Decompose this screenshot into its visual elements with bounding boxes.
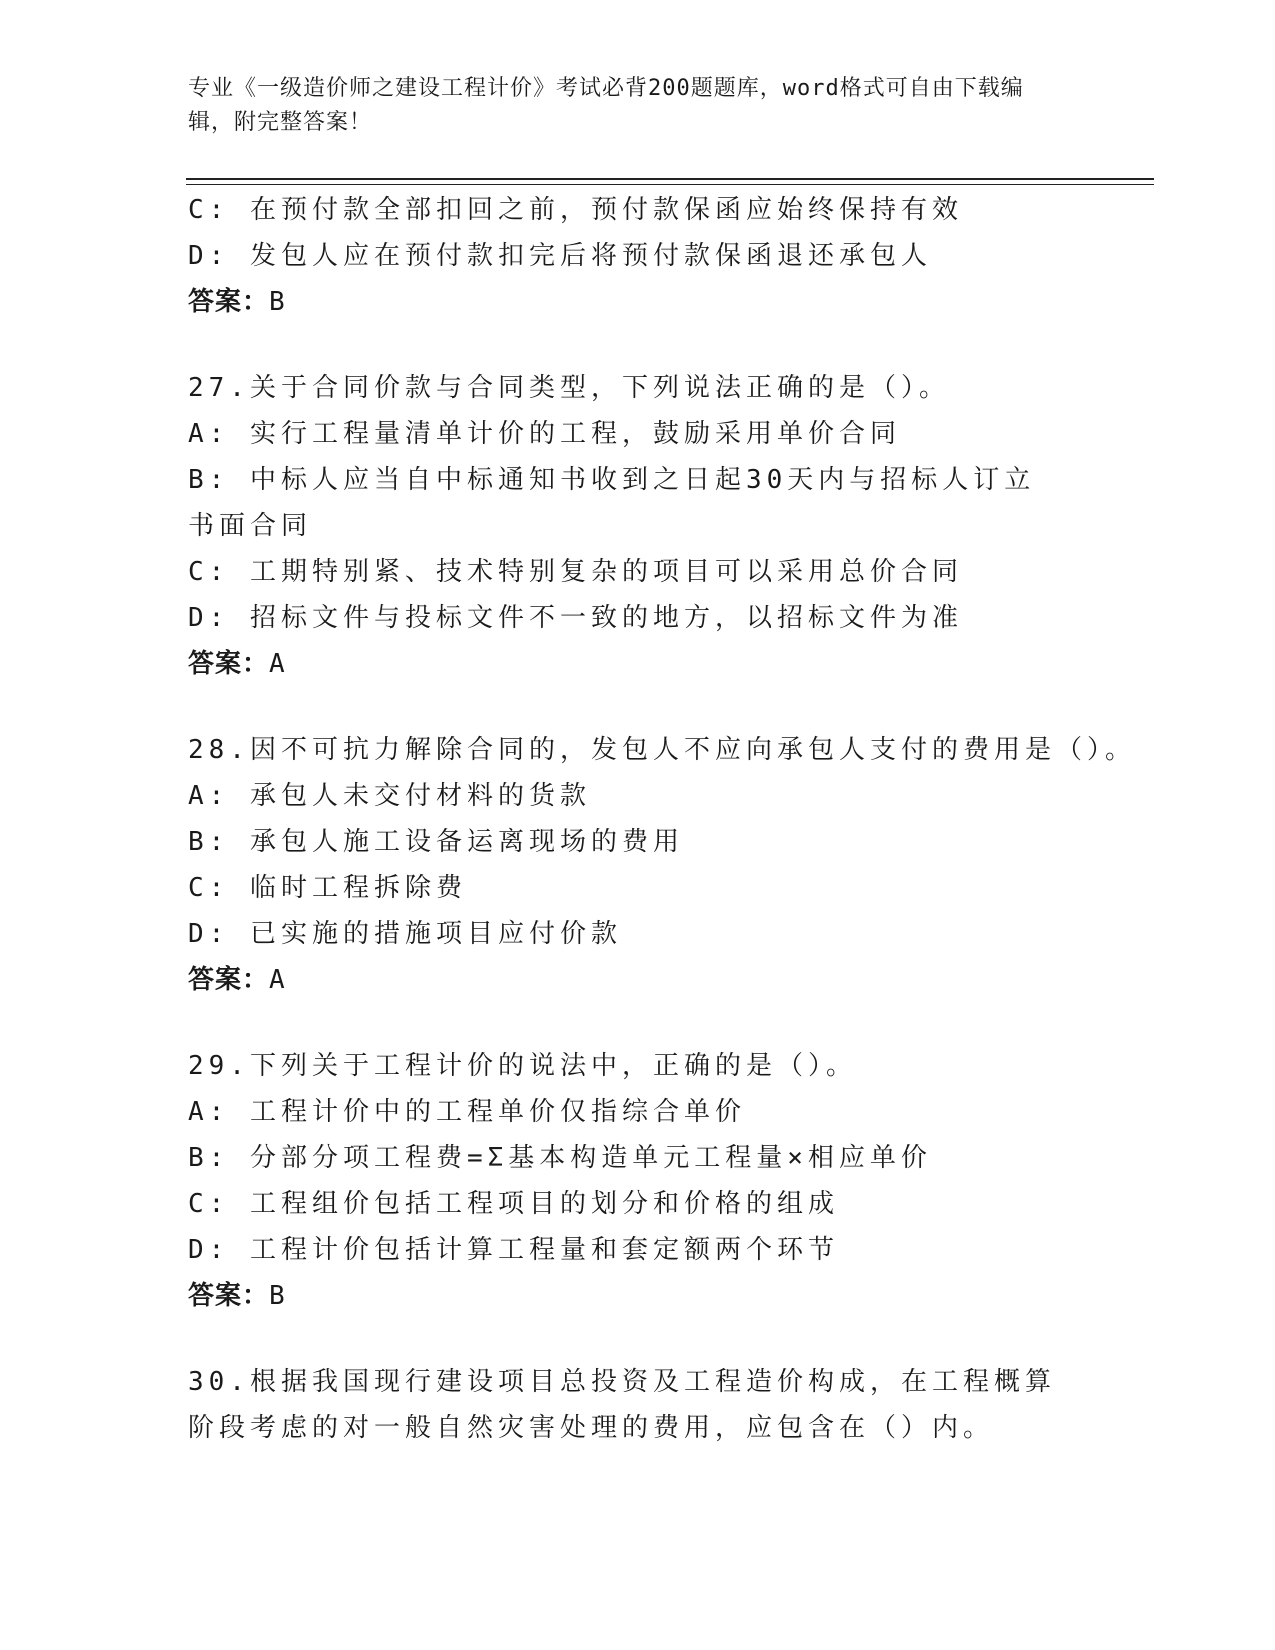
question-27 — [188, 365, 1088, 687]
answer — [188, 279, 1088, 325]
option-d: D: 招标文件与投标文件不一致的地方，以招标文件为准 — [188, 603, 963, 633]
page-header: 专业《一级造价师之建设工程计价》考试必背200题题库，word格式可自由下载编辑，附完整答案！ — [188, 76, 1024, 135]
answer-label: 答案： — [188, 1281, 270, 1311]
answer-value: B — [269, 287, 286, 317]
question-28 — [188, 727, 1136, 1003]
option-a: A: 实行工程量清单计价的工程，鼓励采用单价合同 — [188, 419, 901, 449]
answer-label: 答案： — [188, 287, 270, 317]
option-a: A: 工程计价中的工程单价仅指综合单价 — [188, 1097, 746, 1127]
header-rule-thin — [186, 184, 1154, 185]
answer-value: A — [269, 649, 286, 679]
option-b: B: 中标人应当自中标通知书收到之日起30天内与招标人订立书面合同 — [188, 465, 1036, 541]
answer-label: 答案： — [188, 649, 270, 679]
header-rule — [186, 178, 1154, 180]
option-c: C: 工程组价包括工程项目的划分和价格的组成 — [188, 1189, 839, 1219]
option-b: B: 承包人施工设备运离现场的费用 — [188, 827, 684, 857]
option-d: D: 发包人应在预付款扣完后将预付款保函退还承包人 — [188, 241, 932, 271]
option-d: D: 工程计价包括计算工程量和套定额两个环节 — [188, 1235, 839, 1265]
answer — [188, 1273, 1088, 1319]
option-d: D: 已实施的措施项目应付价款 — [188, 919, 622, 949]
question-stem: 30.根据我国现行建设项目总投资及工程造价构成，在工程概算阶段考虑的对一般自然灾害处理的费用，应包含在（）内。 — [188, 1367, 1056, 1443]
option-b: B: 分部分项工程费=Σ基本构造单元工程量×相应单价 — [188, 1143, 932, 1173]
answer — [188, 957, 1088, 1003]
question-content — [188, 187, 1136, 1451]
question-30 — [188, 1359, 1088, 1451]
answer — [188, 641, 1088, 687]
answer-value: A — [269, 965, 286, 995]
question-stem: 29.下列关于工程计价的说法中，正确的是（）。 — [188, 1051, 857, 1081]
option-c: C: 在预付款全部扣回之前，预付款保函应始终保持有效 — [188, 195, 963, 225]
question-stem: 27.关于合同价款与合同类型，下列说法正确的是（）。 — [188, 373, 950, 403]
option-a: A: 承包人未交付材料的货款 — [188, 781, 591, 811]
question-stem: 28.因不可抗力解除合同的，发包人不应向承包人支付的费用是（）。 — [188, 735, 1136, 765]
question-26-continuation — [188, 187, 1088, 325]
option-c: C: 工期特别紧、技术特别复杂的项目可以采用总价合同 — [188, 557, 963, 587]
question-29 — [188, 1043, 1088, 1319]
answer-value: B — [269, 1281, 286, 1311]
option-c: C: 临时工程拆除费 — [188, 873, 467, 903]
answer-label: 答案： — [188, 965, 270, 995]
